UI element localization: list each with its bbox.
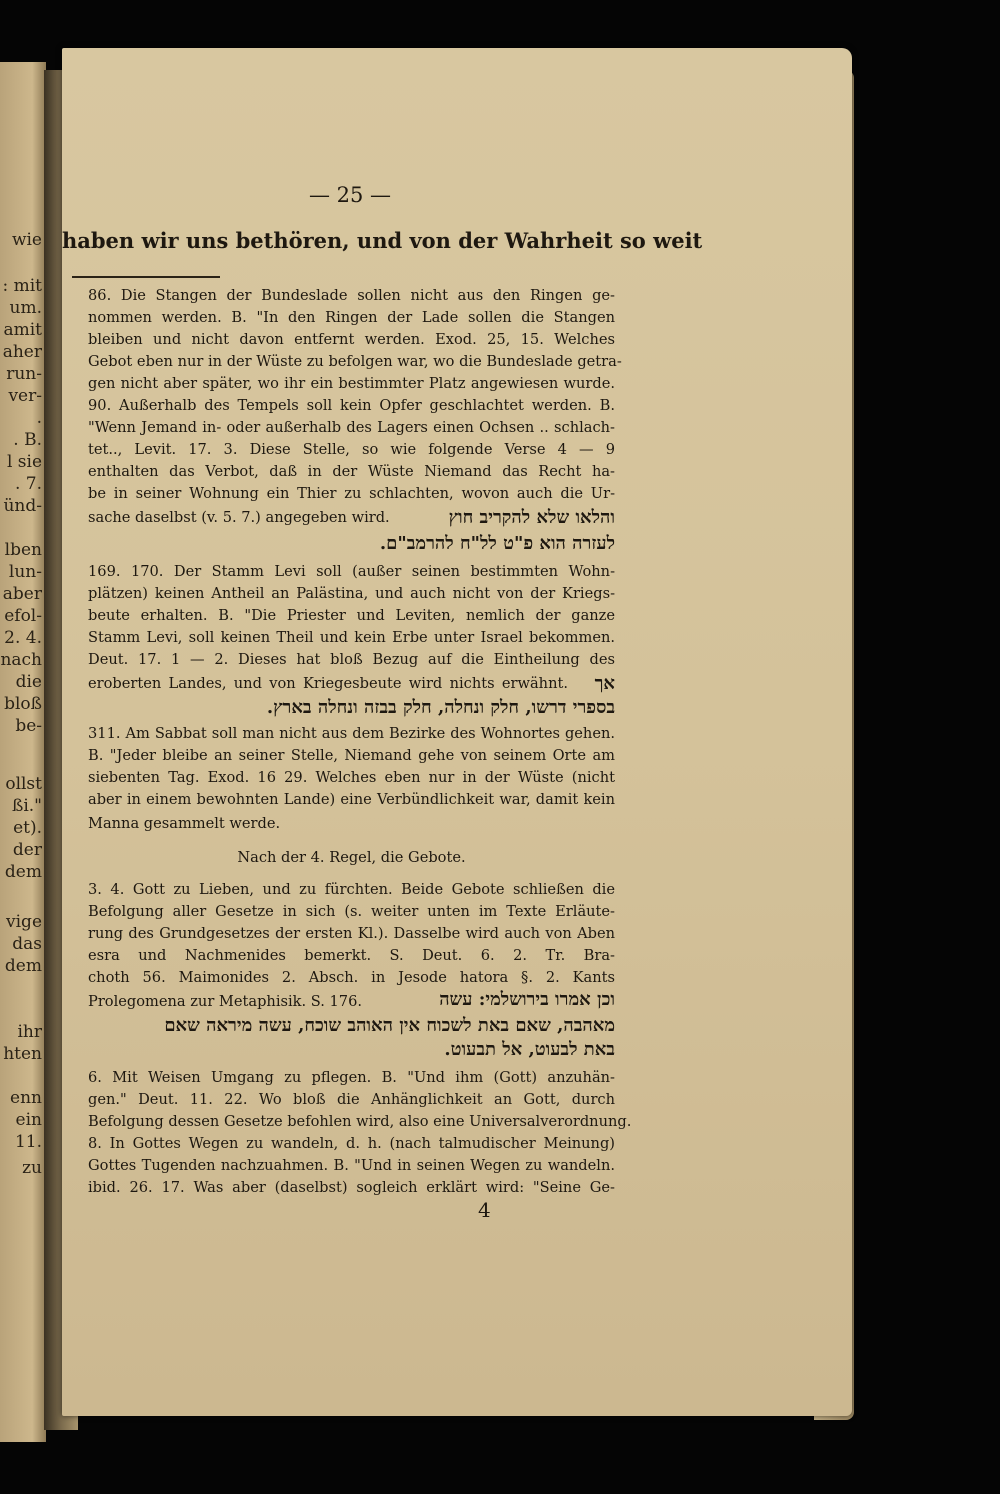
- text-line: Deut. 17. 1 — 2. Dieses hat bloß Bezug auf die Eintheilung des: [88, 651, 615, 668]
- text-line: rung des Grundgesetzes der ersten Kl.). Dasselbe wird auch von Aben: [88, 925, 615, 942]
- hebrew-line: וכן אמרו בירושלמי: עשה: [439, 989, 615, 1010]
- text-line: nommen werden. B. "In den Ringen der Lade sollen die Stangen: [88, 309, 615, 326]
- text-line: enthalten das Verbot, daß in der Wüste Niemand das Recht ha-: [88, 463, 615, 480]
- running-text-line: haben wir uns bethören, und von der Wahrheit so weit: [62, 228, 703, 253]
- text-line: be in seiner Wohnung ein Thier zu schlachten, wovon auch die Ur-: [88, 485, 615, 502]
- page-number: — 25 —: [308, 183, 392, 207]
- prev-margin-text: lun-: [8, 562, 42, 582]
- prev-margin-text: 11.: [14, 1132, 42, 1152]
- previous-page-strip: [0, 62, 46, 1442]
- text-line: 169. 170. Der Stamm Levi soll (außer seinen bestimmten Wohn-: [88, 563, 615, 580]
- prev-margin-text: der: [12, 840, 42, 860]
- text-line: aber in einem bewohnten Lande) eine Verbündlichkeit war, damit kein: [88, 791, 615, 808]
- prev-margin-text: . B.: [13, 430, 42, 450]
- prev-margin-text: ünd-: [3, 496, 42, 516]
- prev-margin-text: ver-: [8, 386, 42, 406]
- text-line: 3. 4. Gott zu Lieben, und zu fürchten. Beide Gebote schließen die: [88, 881, 615, 898]
- prev-margin-text: aber: [2, 584, 42, 604]
- prev-margin-text: lben: [4, 540, 42, 560]
- prev-margin-text: run-: [6, 364, 42, 384]
- prev-margin-text: die: [15, 672, 42, 692]
- hebrew-line: בספרי דרשו, חלק ונחלה, חלק בבזה ונחלה בארץ.: [266, 697, 615, 718]
- prev-margin-text: l sie: [6, 452, 42, 472]
- hebrew-line: והלאו שלא להקריב חוץ: [448, 507, 615, 528]
- text-line: Befolgung aller Gesetze in sich (s. weiter unten im Texte Erläute-: [88, 903, 615, 920]
- hebrew-line: אך: [594, 673, 615, 694]
- text-line: eroberten Landes, und von Kriegesbeute wird nichts erwähnt.: [88, 675, 568, 692]
- prev-margin-text: : mit: [2, 276, 42, 296]
- prev-margin-text: hten: [3, 1044, 42, 1064]
- text-line: ibid. 26. 17. Was aber (daselbst) sogleich erklärt wird: "Seine Ge-: [88, 1179, 615, 1196]
- text-line: 311. Am Sabbat soll man nicht aus dem Bezirke des Wohnortes gehen.: [88, 725, 615, 742]
- text-line: beute erhalten. B. "Die Priester und Leviten, nemlich der ganze: [88, 607, 615, 624]
- text-line: 6. Mit Weisen Umgang zu pflegen. B. "Und ihm (Gott) anzuhän-: [88, 1069, 615, 1086]
- prev-margin-text: ßi.": [11, 796, 42, 816]
- prev-margin-text: et).: [13, 818, 42, 838]
- prev-margin-text: aher: [2, 342, 42, 362]
- text-line: gen." Deut. 11. 22. Wo bloß die Anhänglichkeit an Gott, durch: [88, 1091, 615, 1108]
- text-line: Manna gesammelt werde.: [88, 815, 281, 832]
- text-line: Befolgung dessen Gesetze befohlen wird, also eine Universalverordnung.: [88, 1113, 632, 1130]
- prev-margin-text: 2. 4.: [4, 628, 42, 648]
- prev-margin-text: . 7.: [14, 474, 42, 494]
- text-line: siebenten Tag. Exod. 16 29. Welches eben nur in der Wüste (nicht: [88, 769, 615, 786]
- prev-margin-text: ollst: [5, 774, 42, 794]
- signature-mark: 4: [478, 1198, 491, 1222]
- footnote-divider: [72, 276, 220, 278]
- text-line: 8. In Gottes Wegen zu wandeln, d. h. (nach talmudischer Meinung): [88, 1135, 615, 1152]
- text-line: gen nicht aber später, wo ihr ein bestimmter Platz angewiesen wurde.: [88, 375, 615, 392]
- prev-margin-text: vige: [6, 912, 42, 932]
- text-line: "Wenn Jemand in- oder außerhalb des Lagers einen Ochsen .. schlach-: [88, 419, 615, 436]
- prev-margin-text: bloß: [4, 694, 42, 714]
- prev-margin-text: be-: [15, 716, 42, 736]
- prev-margin-text: nach: [0, 650, 42, 670]
- prev-margin-text: um.: [9, 298, 42, 318]
- hebrew-line: מאהבה, שאם באת לשכוח אין האוהב שוכח, עשה מיראה שאם: [164, 1015, 615, 1036]
- text-line: Stamm Levi, soll keinen Theil und kein Erbe unter Israel bekommen.: [88, 629, 615, 646]
- prev-margin-text: ihr: [17, 1022, 42, 1042]
- text-line: 86. Die Stangen der Bundeslade sollen nicht aus den Ringen ge-: [88, 287, 615, 304]
- text-line: esra und Nachmenides bemerkt. S. Deut. 6. 2. Tr. Bra-: [88, 947, 615, 964]
- hebrew-line: באת לבעוט, אל תבעוט.: [444, 1039, 615, 1060]
- text-line: choth 56. Maimonides 2. Absch. in Jesode hatora §. 2. Kants: [88, 969, 615, 986]
- text-line: B. "Jeder bleibe an seiner Stelle, Niemand gehe von seinem Orte am: [88, 747, 615, 764]
- prev-margin-text: dem: [4, 956, 42, 976]
- prev-margin-text: dem: [4, 862, 42, 882]
- prev-margin-text: das: [12, 934, 42, 954]
- prev-margin-text: wie: [11, 230, 42, 250]
- text-line: bleiben und nicht davon entfernt werden. Exod. 25, 15. Welches: [88, 331, 615, 348]
- section-heading: Nach der 4. Regel, die Gebote.: [237, 849, 466, 866]
- text-line: tet.., Levit. 17. 3. Diese Stelle, so wie folgende Verse 4 — 9: [88, 441, 615, 458]
- text-line: Prolegomena zur Metaphisik. S. 176.: [88, 993, 363, 1010]
- text-line: sache daselbst (v. 5. 7.) angegeben wird.: [88, 509, 390, 526]
- prev-margin-text: .: [36, 408, 42, 428]
- text-line: Gottes Tugenden nachzuahmen. B. "Und in seinen Wegen zu wandeln.: [88, 1157, 615, 1174]
- text-line: plätzen) keinen Antheil an Palästina, und auch nicht von der Kriegs-: [88, 585, 615, 602]
- text-line: 90. Außerhalb des Tempels soll kein Opfer geschlachtet werden. B.: [88, 397, 615, 414]
- text-line: Gebot eben nur in der Wüste zu befolgen war, wo die Bundeslade getra-: [88, 353, 622, 370]
- prev-margin-text: enn: [10, 1088, 42, 1108]
- prev-margin-text: zu: [22, 1158, 42, 1178]
- prev-margin-text: efol-: [4, 606, 42, 626]
- prev-margin-text: amit: [3, 320, 42, 340]
- hebrew-line: לעזרה הוא פ"ט לל"ח להרמב"ם.: [379, 533, 615, 554]
- prev-margin-text: ein: [15, 1110, 42, 1130]
